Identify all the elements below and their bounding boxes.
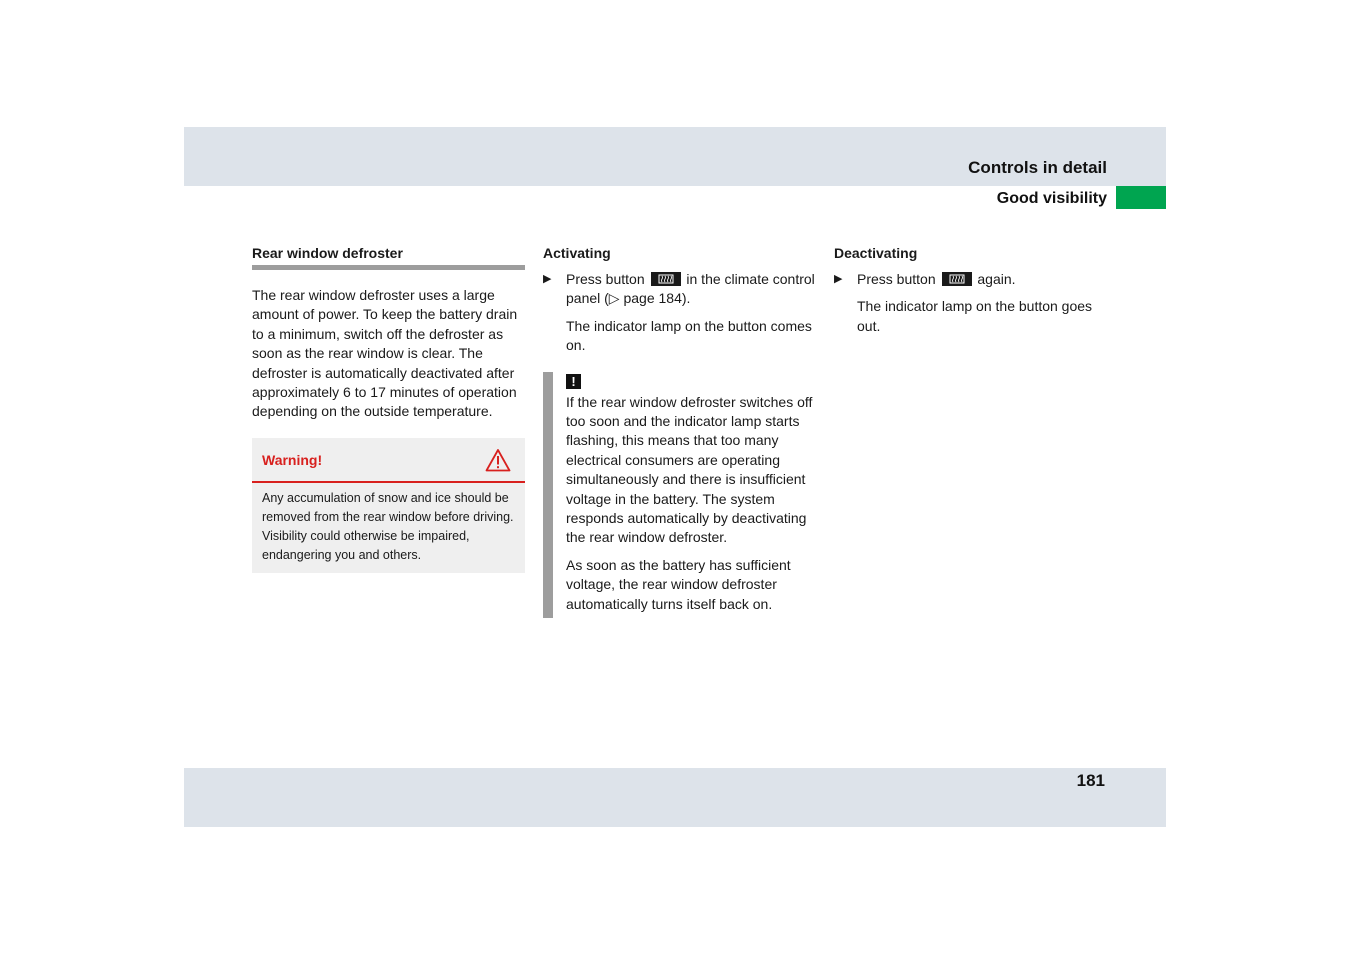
activating-step (543, 270, 815, 309)
deactivating-result: The indicator lamp on the button goes out. (857, 298, 1093, 334)
activating-result: The indicator lamp on the button comes on. (566, 317, 812, 354)
section-title: Controls in detail (968, 158, 1107, 177)
note-paragraph-1: If the rear window defroster switches off too soon and the indicator lamp starts flashing, this means that too many electrical consumers are operating simultaneously and there is insufficient voltage in the battery. The system responds automatically by deactivating the rear window defroster. (566, 393, 813, 546)
warning-box (252, 438, 525, 573)
footer-band (184, 768, 1166, 827)
activating-step-after: in the climate control panel (▷ page 184). (566, 271, 815, 307)
activating-column (543, 244, 815, 622)
deactivating-column (834, 244, 1106, 336)
intro-column (252, 244, 525, 573)
activating-step-before: Press button (566, 271, 645, 287)
note-paragraph-2: As soon as the battery has sufficient voltage, the rear window defroster automatically turns itself back on. (566, 556, 791, 612)
section-tab-marker (1116, 186, 1166, 209)
note-sidebar (543, 372, 553, 618)
warning-label: Warning! (262, 451, 323, 468)
deactivating-step (834, 270, 1106, 289)
bullet-arrow-icon: ▶ (543, 273, 552, 285)
exclamation-icon: ! (566, 374, 581, 389)
intro-body: The rear window defroster uses a large amount of power. To keep the battery drain to a minimum, switch off the defroster as soon as the rear window is clear. The defroster is automatically deactivated after approximately 6 to 17 minutes of operation depending on the outside temperature. (252, 287, 518, 420)
deactivating-step-before: Press button (857, 271, 936, 287)
deactivating-heading: Deactivating (834, 245, 918, 261)
bullet-arrow-icon: ▶ (834, 273, 843, 285)
intro-heading: Rear window defroster (252, 244, 525, 270)
rear-defroster-button-icon (651, 272, 681, 286)
page-number: 181 (1076, 771, 1105, 790)
subsection-title: Good visibility (996, 190, 1107, 207)
activating-heading: Activating (543, 245, 611, 261)
warning-text: Any accumulation of snow and ice should be removed from the rear window before driving. Visibility could otherwise be impaired, endangering you and others. (262, 490, 514, 562)
warning-triangle-icon (485, 448, 511, 472)
rear-defroster-button-icon (942, 272, 972, 286)
note-box (543, 372, 815, 614)
warning-header (252, 438, 525, 483)
deactivating-step-after: again. (977, 271, 1016, 287)
